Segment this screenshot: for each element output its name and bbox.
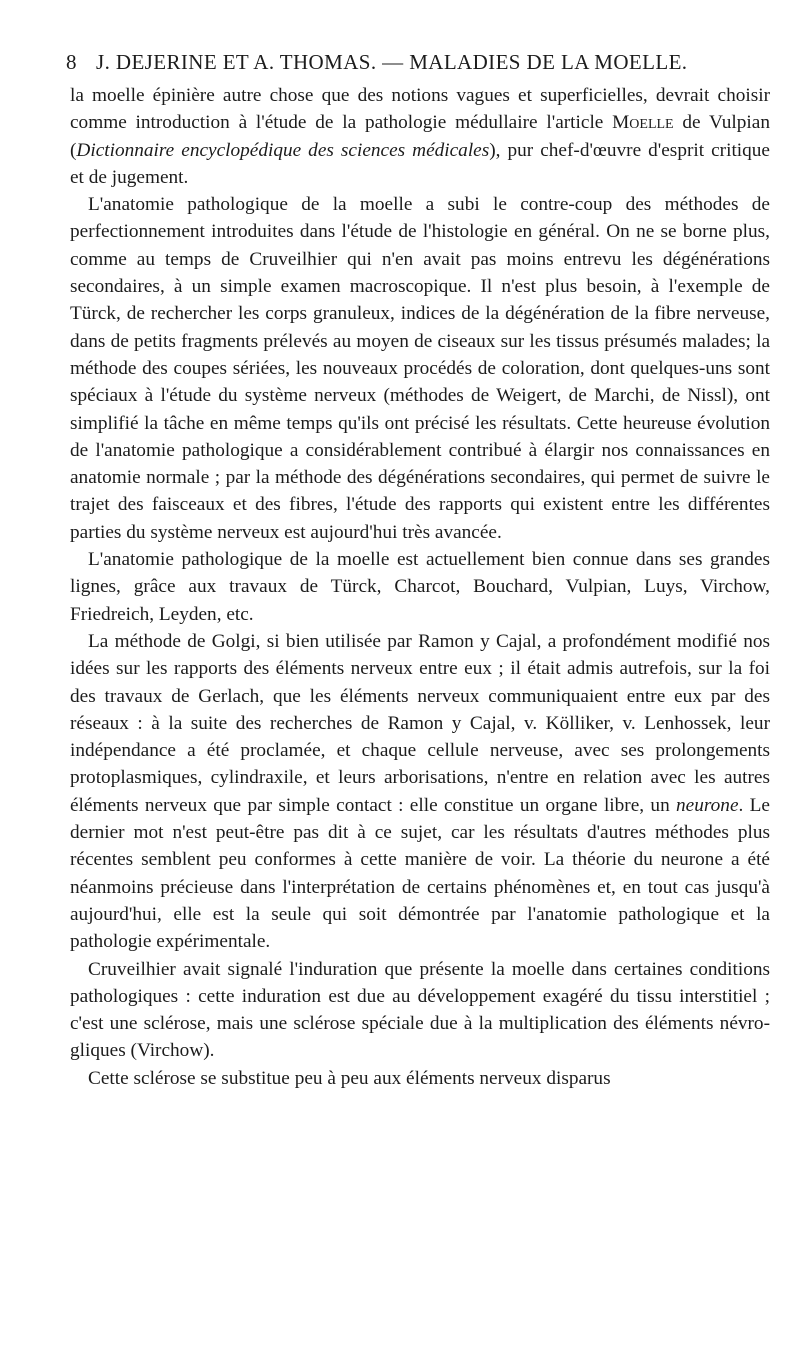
paragraph-6: Cette sclérose se substitue peu à peu aux éléments nerveux disparus — [88, 1067, 611, 1089]
term-neurone: neurone — [676, 794, 739, 816]
paragraph-3: L'anatomie pathologique de la moelle est actuellement bien connue dans ses grandes lignes, grâce aux travaux de Türck, Charcot, Bouchard, Vulpian, Luys, Virchow, Friedreich, Leyden, etc. — [70, 549, 770, 625]
dictionary-title: Dictionnaire encyclopédique des sciences médicales — [76, 139, 490, 161]
article-title-moelle: Moelle — [612, 112, 674, 134]
paragraph-1-text-c: ), pur chef-d'œuvre d'esprit critique et de jugement. — [70, 139, 770, 188]
running-title: J. DEJERINE ET A. THOMAS. — MALADIES DE LA MOELLE. — [96, 50, 688, 74]
paragraph-5: Cruveilhier avait signalé l'induration que présente la moelle dans certaines conditions pathologiques : cette induration est due au développement exagéré du tissu interstitiel ; c'est une sclérose, mais une sclérose spéciale due à la multiplication des éléments névrogliques (Virchow). — [70, 958, 770, 1062]
paragraph-2: L'anatomie pathologique de la moelle a subi le contre-coup des méthodes de perfectionnement introduites dans l'étude de l'histologie en général. On ne se borne plus, comme au temps de Cruveilhier qui n'en avait pas moins entrevu les dégénérations secondaires, à un simple examen macroscopique. Il n'est plus besoin, à l'exemple de Türck, de rechercher les corps granuleux, indices de la dégénération de la fibre nerveuse, dans de petits fragments prélevés au moyen de ciseaux sur les tissus présumés malades; la méthode des coupes sériées, les nouveaux procédés de coloration, dont quelques-uns sont spéciaux à l'étude du système nerveux (méthodes de Weigert, de Marchi, de Nissl), ont simplifié la tâche en même temps qu'ils ont précisé les résultats. Cette heureuse évolution de l'anatomie pathologique a considérablement contribué à élargir nos connaissances en anatomie normale ; par la méthode des dégénérations secondaires, qui permet de suivre le trajet des faisceaux et des fibres, l'étude des rapports qui existent entre les différentes parties du système nerveux est aujourd'hui très avancée. — [70, 194, 770, 543]
paragraph-4-text-b: . Le dernier mot n'est peut-être pas dit à ce sujet, car les résultats d'autres méthodes plus récentes semblent peu conformes à cette manière de voir. La théorie du neurone a été néanmoins précieuse dans l'interprétation de certains phénomènes et, en tout cas jusqu'à aujourd'hui, elle est la seule qui soit démontrée par l'anatomie pathologique et la pathologie expérimentale. — [70, 794, 770, 953]
page-number: 8 — [66, 50, 77, 74]
running-head — [66, 50, 766, 78]
body-text — [70, 82, 770, 1092]
paragraph-4 — [70, 628, 770, 956]
paragraph-4-text-a: La méthode de Golgi, si bien utilisée par Ramon y Cajal, a profondément modifié nos idées sur les rapports des éléments nerveux entre eux ; il était admis autrefois, sur la foi des travaux de Gerlach, que les éléments nerveux communiquaient entre eux par des réseaux : à la suite des recherches de Ramon y Cajal, v. Kölliker, v. Lenhossek, leur indépendance a été proclamée, et chaque cellule nerveuse, avec ses prolongements protoplasmiques, cylindraxile, et leurs arborisations, n'entre en relation avec les autres éléments nerveux que par simple contact : elle constitue un organe libre, un — [70, 630, 770, 816]
paragraph-1 — [70, 82, 770, 191]
paragraph-1-text-a: la moelle épinière autre chose que des notions vagues et superficielles, devrait choisir comme introduction à l'étude de la pathologie médullaire l'article — [70, 85, 770, 134]
paragraph-1-text-b: de Vulpian ( — [70, 112, 770, 161]
